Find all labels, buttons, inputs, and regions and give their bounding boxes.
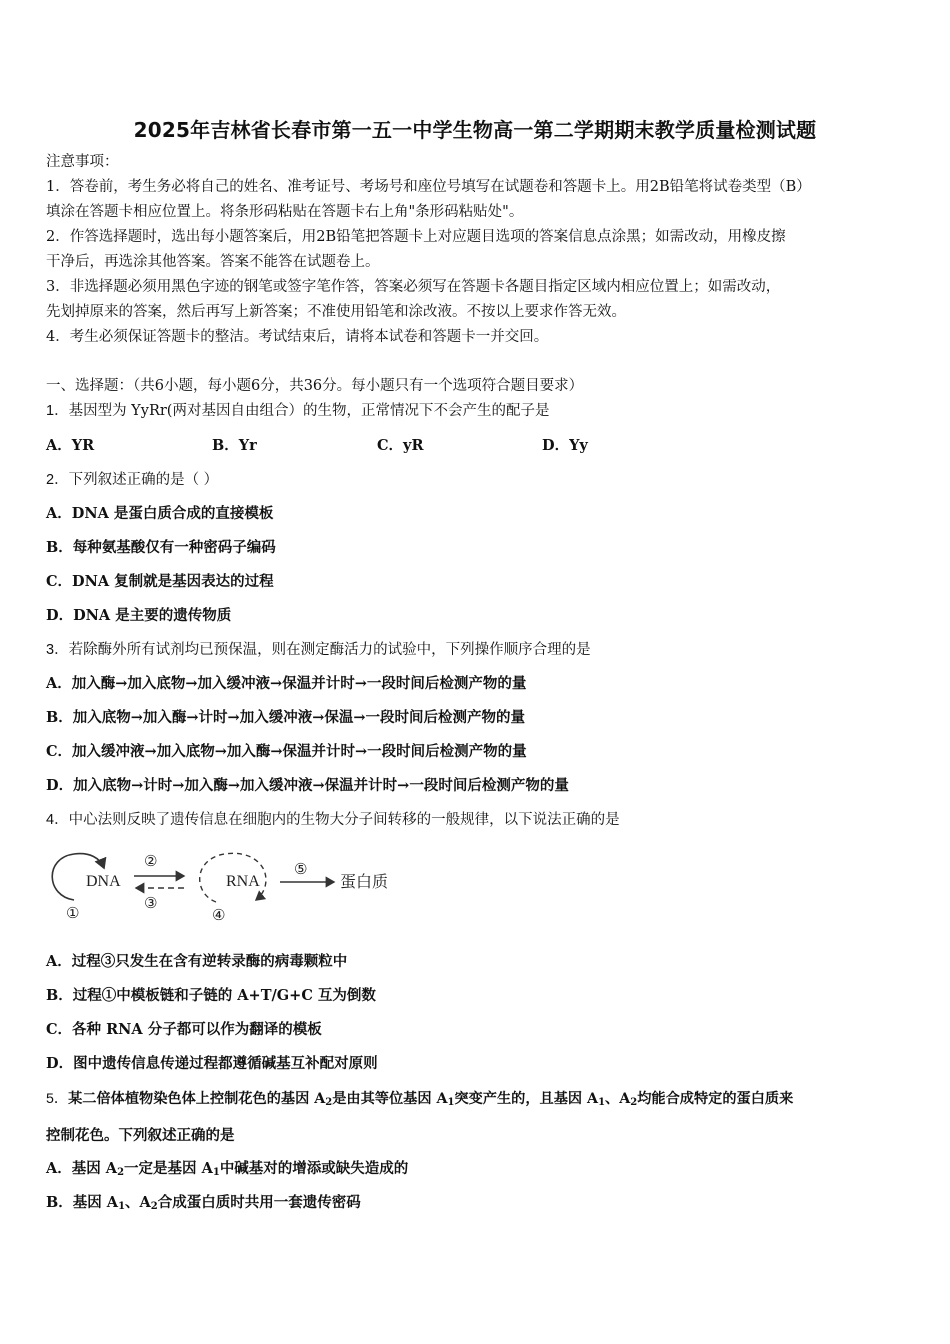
q4-option-a[interactable]: A．过程③只发生在含有逆转录酶的病毒颗粒中 bbox=[46, 953, 348, 970]
notice-line: 3．非选择题必须用黑色字迹的钢笔或签字笔作答，答案必须写在答题卡各题目指定区域内相应位置上；如需改动， bbox=[46, 279, 781, 295]
process-1-label: ① bbox=[66, 904, 80, 922]
option-text: 中碱基对的增添或缺失造成的 bbox=[219, 1160, 409, 1177]
process-3-label: ③ bbox=[144, 894, 158, 912]
q5-option-b[interactable] bbox=[46, 1193, 361, 1217]
q1-option-b[interactable]: B．Yr bbox=[212, 437, 257, 454]
subscript: 1 bbox=[447, 1097, 455, 1108]
process-2-label: ② bbox=[144, 852, 158, 870]
question-2-stem bbox=[46, 470, 218, 490]
q2-option-c[interactable]: C．DNA 复制就是基因表达的过程 bbox=[46, 573, 274, 590]
question-text: 、A bbox=[605, 1091, 631, 1107]
question-text: 均能合成特定的蛋白质来 bbox=[637, 1091, 794, 1107]
notice-line: 4．考生必须保证答题卡的整洁。考试结束后，请将本试卷和答题卡一并交回。 bbox=[46, 329, 549, 345]
question-4-stem bbox=[46, 810, 620, 830]
notice-line: 干净后，再选涂其他答案。答案不能答在试题卷上。 bbox=[46, 254, 380, 270]
q3-option-a[interactable]: A．加入酶→加入底物→加入缓冲液→保温并计时→一段时间后检测产物的量 bbox=[46, 675, 527, 692]
q4-option-c[interactable]: C．各种 RNA 分子都可以作为翻译的模板 bbox=[46, 1021, 322, 1038]
page-title: 2025年吉林省长春市第一五一中学生物高一第二学期期末教学质量检测试题 bbox=[133, 118, 817, 142]
subscript: 1 bbox=[212, 1167, 220, 1178]
process-4-label: ④ bbox=[212, 906, 226, 924]
option-text: 合成蛋白质时共用一套遗传密码 bbox=[157, 1194, 361, 1211]
q2-option-b[interactable]: B．每种氨基酸仅有一种密码子编码 bbox=[46, 539, 276, 556]
q4-option-b[interactable]: B．过程①中模板链和子链的 A+T/G+C 互为倒数 bbox=[46, 987, 376, 1004]
notice-line: 填涂在答题卡相应位置上。将条形码粘贴在答题卡右上角"条形码粘贴处"。 bbox=[46, 204, 524, 220]
q2-option-d[interactable]: D．DNA 是主要的遗传物质 bbox=[46, 607, 232, 624]
question-text: 若除酶外所有试剂均已预保温，则在测定酶活力的试验中，下列操作顺序合理的是 bbox=[68, 642, 591, 658]
question-5-stem-cont: 控制花色。下列叙述正确的是 bbox=[46, 1127, 235, 1144]
subscript: 1 bbox=[118, 1201, 126, 1212]
subscript: 2 bbox=[150, 1201, 158, 1212]
section-heading: 一、选择题：（共6小题，每小题6分，共36分。每小题只有一个选项符合题目要求） bbox=[46, 378, 584, 394]
option-text: 、A bbox=[125, 1194, 151, 1211]
subscript: 2 bbox=[117, 1167, 125, 1178]
rna-label: RNA bbox=[226, 873, 260, 890]
q3-option-d[interactable]: D．加入底物→计时→加入酶→加入缓冲液→保温并计时→一段时间后检测产物的量 bbox=[46, 777, 569, 794]
notice-line: 先划掉原来的答案，然后再写上新答案；不准使用铅笔和涂改液。不按以上要求作答无效。 bbox=[46, 304, 626, 320]
notice-heading: 注意事项： bbox=[46, 154, 119, 170]
process-5-label: ⑤ bbox=[294, 860, 308, 878]
notice-line: 1．答卷前，考生务必将自己的姓名、准考证号、考场号和座位号填写在试题卷和答题卡上。用2B铅笔将试卷类型（B） bbox=[46, 179, 811, 195]
question-text: 中心法则反映了遗传信息在细胞内的生物大分子间转移的一般规律，以下说法正确的是 bbox=[68, 812, 620, 828]
q5-option-a[interactable] bbox=[46, 1159, 408, 1183]
subscript: 1 bbox=[598, 1097, 606, 1108]
question-text: 基因型为 YyRr(两对基因自由组合）的生物，正常情况下不会产生的配子是 bbox=[68, 403, 550, 419]
question-number: 3． bbox=[46, 642, 69, 658]
question-text: 突变产生的，且基因 A bbox=[454, 1091, 599, 1107]
question-text: 下列叙述正确的是（ ） bbox=[68, 472, 219, 488]
central-dogma-diagram bbox=[44, 846, 424, 926]
question-5-stem bbox=[46, 1089, 793, 1113]
question-1-stem bbox=[46, 401, 549, 421]
q1-option-a[interactable]: A．YR bbox=[46, 437, 95, 454]
question-number: 5． bbox=[46, 1091, 69, 1107]
q4-option-d[interactable]: D．图中遗传信息传递过程都遵循碱基互补配对原则 bbox=[46, 1055, 378, 1072]
question-text: 某二倍体植物染色体上控制花色的基因 A bbox=[68, 1091, 326, 1107]
q1-option-d[interactable]: D．Yy bbox=[542, 437, 588, 454]
question-number: 2． bbox=[46, 472, 69, 488]
question-3-stem bbox=[46, 640, 591, 660]
q2-option-a[interactable]: A．DNA 是蛋白质合成的直接模板 bbox=[46, 505, 274, 522]
protein-label: 蛋白质 bbox=[340, 872, 389, 891]
subscript: 2 bbox=[325, 1097, 333, 1108]
question-number: 1． bbox=[46, 403, 69, 419]
option-text: 一定是基因 A bbox=[124, 1160, 213, 1177]
question-number: 4． bbox=[46, 812, 69, 828]
notice-line: 2．作答选择题时，选出每小题答案后，用2B铅笔把答题卡上对应题目选项的答案信息点涂黑；如需改动，用橡皮擦 bbox=[46, 229, 786, 245]
dna-label: DNA bbox=[86, 873, 121, 890]
q3-option-b[interactable]: B．加入底物→加入酶→计时→加入缓冲液→保温→一段时间后检测产物的量 bbox=[46, 709, 526, 726]
subscript: 2 bbox=[630, 1097, 638, 1108]
q1-option-c[interactable]: C．yR bbox=[377, 437, 424, 454]
option-text: A．基因 A bbox=[46, 1160, 118, 1177]
q3-option-c[interactable]: C．加入缓冲液→加入底物→加入酶→保温并计时→一段时间后检测产物的量 bbox=[46, 743, 527, 760]
option-text: B．基因 A bbox=[46, 1194, 119, 1211]
question-text: 是由其等位基因 A bbox=[332, 1091, 448, 1107]
